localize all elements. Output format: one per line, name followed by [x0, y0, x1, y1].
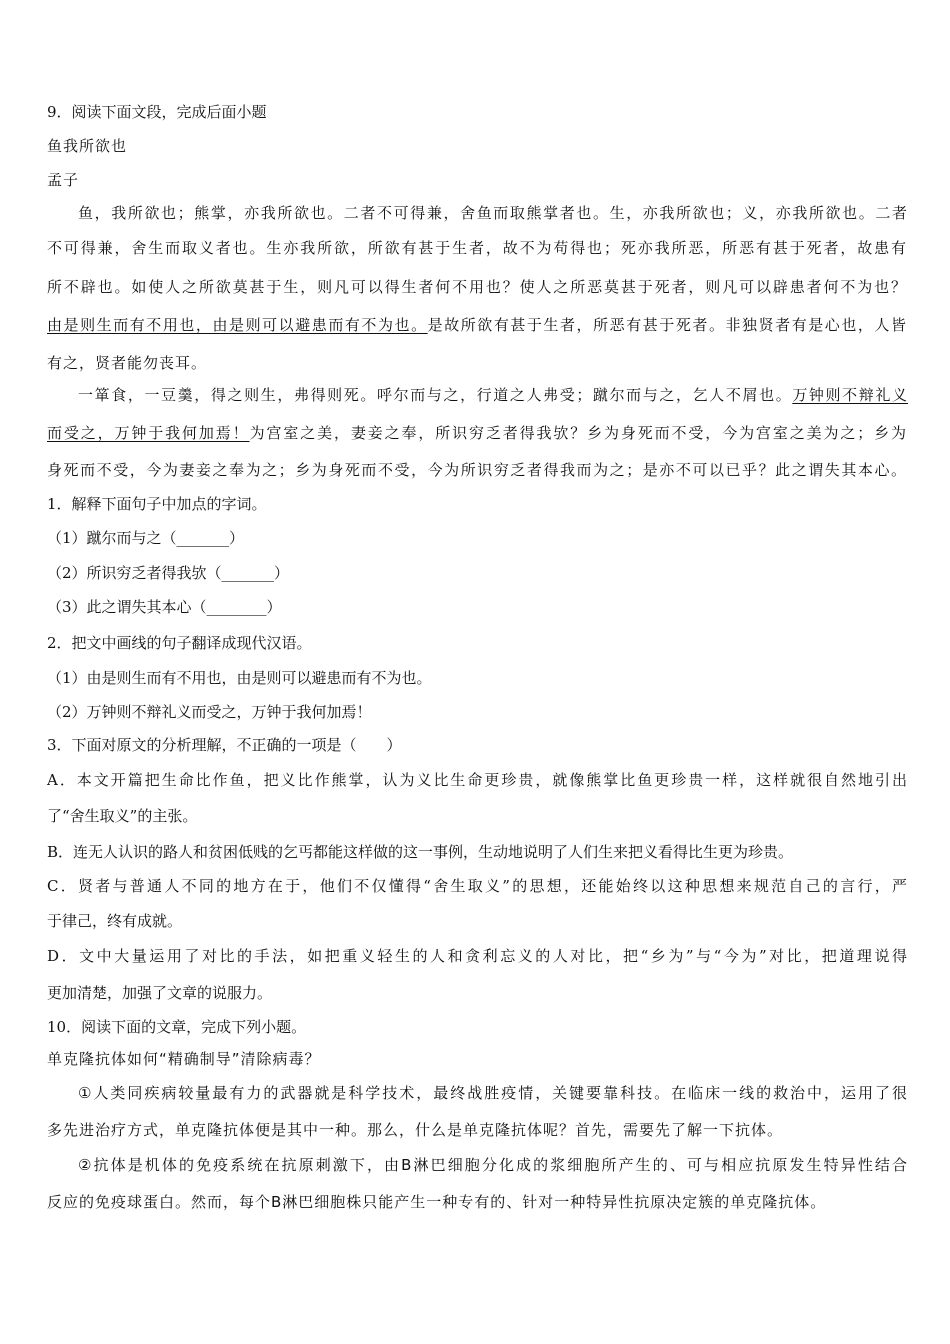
option-a-cont: 了“舍生取义”的主张。 — [47, 807, 198, 825]
q10-p2-line: 反应的免疫球蛋白。然而，每个B淋巴细胞株只能产生一种专有的、针对一种特异性抗原决定簇的单克隆抗体。 — [47, 1193, 827, 1211]
underlined-sentence-1: 由是则生而有不用也，由是则可以避患而有不为也。 — [47, 316, 428, 334]
sub2-stem: 2．把文中画线的句子翻译成现代汉语。 — [47, 634, 312, 652]
q9-heading: 9．阅读下面文段，完成后面小题 — [47, 103, 267, 121]
q10-p1-line: ①人类同疾病较量最有力的武器就是科学技术，最终战胜疫情，关键要靠科技。在临床一线的救治中，运用了很 — [78, 1084, 908, 1102]
q9-p1-line: 不可得兼，舍生而取义者也。生亦我所欲，所欲有甚于生者，故不为苟得也；死亦我所恶，所恶有甚于死者，故患有 — [47, 239, 907, 257]
option-d: D．文中大量运用了对比的手法，如把重义轻生的人和贪利忘义的人对比，把“乡为”与“今为”对比，把道理说得 — [47, 947, 907, 965]
q9-p2-line-1: 一箪食，一豆羹，得之则生，弗得则死。呼尔而与之，行道之人弗受；蹴尔而与之，乞人不屑也。万钟则不辩礼义 — [78, 386, 908, 404]
q9-p1-line: 所不辟也。如使人之所欲莫甚于生，则凡可以得生者何不用也？使人之所恶莫甚于死者，则凡可以辟患者何不为也？ — [47, 278, 907, 296]
option-c: C．贤者与普通人不同的地方在于，他们不仅懂得“舍生取义”的思想，还能始终以这种思想来规范自己的言行，严 — [47, 877, 907, 895]
q10-p2-line: ②抗体是机体的免疫系统在抗原刺激下，由B淋巴细胞分化成的浆细胞所产生的、可与相应抗原发生特异性结合 — [78, 1156, 908, 1174]
q10-title: 单克隆抗体如何“精确制导”清除病毒？ — [47, 1050, 321, 1068]
q9-title: 鱼我所欲也 — [47, 137, 128, 155]
sub1-item: （1）蹴尔而与之（_______） — [47, 529, 245, 547]
q9-p2-line-2: 而受之，万钟于我何加焉！为宫室之美，妻妾之奉，所识穷乏者得我欤？乡为身死而不受，今为宫室之美为之；乡为 — [47, 424, 907, 442]
sub1-item: （2）所识穷乏者得我欤（_______） — [47, 564, 290, 582]
option-d-cont: 更加清楚，加强了文章的说服力。 — [47, 984, 273, 1002]
q9-p1-line: 鱼，我所欲也；熊掌，亦我所欲也。二者不可得兼，舍鱼而取熊掌者也。生，亦我所欲也；义，亦我所欲也。二者 — [78, 204, 908, 222]
option-b: B．连无人认识的路人和贫困低贱的乞丐都能这样做的这一事例，生动地说明了人们生来把义看得比生更为珍贵。 — [47, 843, 794, 861]
q9-p2-line: 身死而不受，今为妻妾之奉为之；乡为身死而不受，今为所识穷乏者得我而为之；是亦不可以已乎？此之谓失其本心。 — [47, 461, 907, 479]
q9-p1-line-4: 由是则生而有不用也，由是则可以避患而有不为也。是故所欲有甚于生者，所恶有甚于死者。非独贤者有是心也，人皆 — [47, 316, 907, 334]
option-a: A．本文开篇把生命比作鱼，把义比作熊掌，认为义比生命更珍贵，就像熊掌比鱼更珍贵一样，这样就很自然地引出 — [47, 771, 907, 789]
underlined-sentence-2a: 万钟则不辩礼义 — [792, 386, 908, 404]
q9-p1-line: 有之，贤者能勿丧耳。 — [47, 354, 208, 372]
underlined-sentence-2b: 而受之，万钟于我何加焉！ — [47, 424, 250, 442]
sub2-item: （2）万钟则不辩礼义而受之，万钟于我何加焉！ — [47, 703, 372, 721]
sub1-item: （3）此之谓失其本心（________） — [47, 598, 282, 616]
sub3-stem: 3．下面对原文的分析理解，不正确的一项是（ ） — [47, 736, 402, 754]
sub2-item: （1）由是则生而有不用也，由是则可以避患而有不为也。 — [47, 669, 432, 687]
sub1-stem: 1．解释下面句子中加点的字词。 — [47, 495, 267, 513]
option-c-cont: 于律己，终有成就。 — [47, 912, 183, 930]
q10-heading: 10．阅读下面的文章，完成下列小题。 — [47, 1018, 307, 1036]
q9-author: 孟子 — [47, 171, 80, 189]
q10-p1-line: 多先进治疗方式，单克隆抗体便是其中一种。那么，什么是单克隆抗体呢？首先，需要先了解一下抗体。 — [47, 1121, 784, 1139]
